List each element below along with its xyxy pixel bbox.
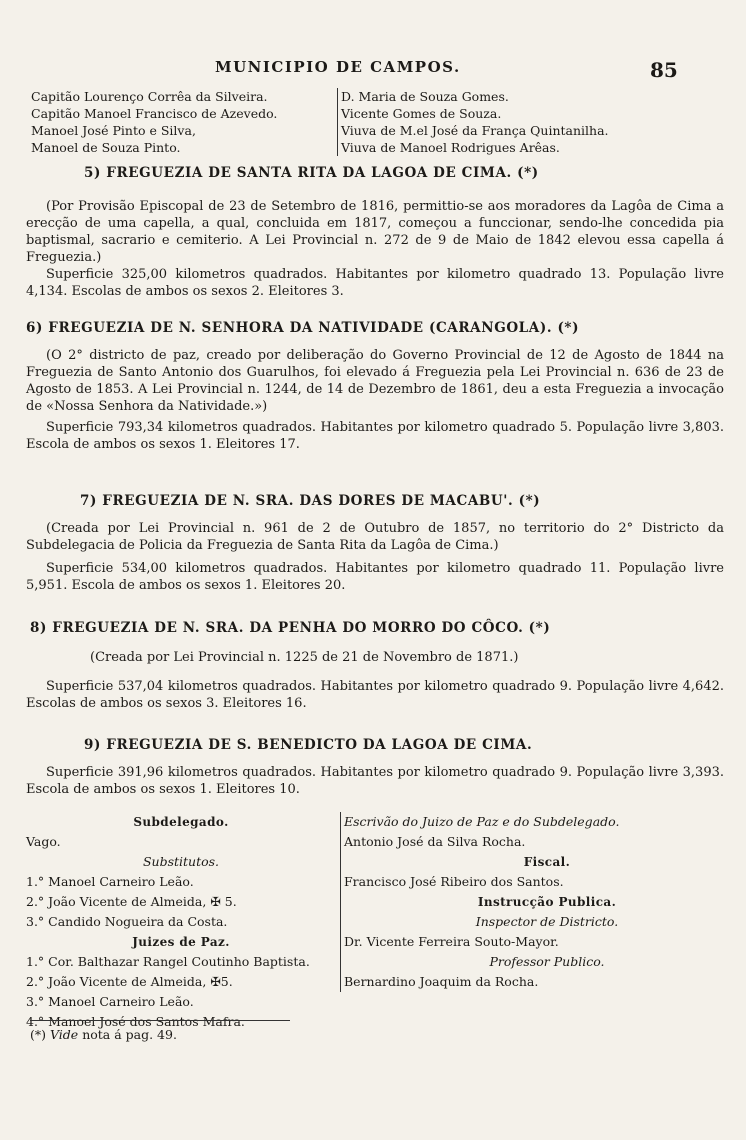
- page-title: MUNICIPIO DE CAMPOS.: [215, 58, 461, 76]
- section-9: [26, 737, 724, 798]
- substituto-item: 2.° João Vicente de Almeida, ✠ 5.: [26, 894, 237, 909]
- substitutos-heading: Substitutos.: [142, 854, 220, 869]
- name-line: Viuva de Manoel Rodrigues Arêas.: [341, 140, 560, 155]
- juiz-item: 4.° Manoel José dos Santos Mafra.: [26, 1014, 245, 1029]
- inspector-name: Dr. Vicente Ferreira Souto-Mayor.: [344, 934, 559, 949]
- substituto-item: 1.° Manoel Carneiro Leão.: [26, 874, 194, 889]
- section-stats: Superficie 537,04 kilometros quadrados. Habitantes por kilometro quadrado 9. População livre 4,642. Escolas de ambos os sexos 3. Eleitores 16.: [26, 679, 724, 711]
- names-right: [337, 88, 609, 156]
- fiscal-name: Francisco José Ribeiro dos Santos.: [344, 874, 564, 889]
- section-heading: 6) FREGUEZIA DE N. SENHORA DA NATIVIDADE (CARANGOLA). (*): [26, 320, 580, 336]
- section-5: [26, 165, 724, 300]
- instrucao-heading: Instrucção Publica.: [477, 895, 617, 909]
- name-line: Vicente Gomes de Souza.: [341, 106, 502, 121]
- subdelegado-heading: Subdelegado.: [133, 815, 229, 829]
- officials: [26, 812, 724, 1029]
- name-line: Capitão Manoel Francisco de Azevedo.: [31, 106, 278, 121]
- page-number: 85: [650, 58, 678, 82]
- juiz-item: 2.° João Vicente de Almeida, ✠5.: [26, 974, 233, 989]
- name-line: Manoel de Souza Pinto.: [31, 140, 181, 155]
- section-stats: Superficie 325,00 kilometros quadrados. Habitantes por kilometro quadrado 13. População livre 4,134. Escolas de ambos os sexos 2. Eleitores 3.: [26, 267, 724, 299]
- section-7: [26, 493, 724, 594]
- subdelegado-vago: Vago.: [26, 834, 61, 849]
- section-stats: Superficie 391,96 kilometros quadrados. Habitantes por kilometro quadrado 9. População livre 3,393. Escola de ambos os sexos 1. Eleitores 10.: [26, 765, 724, 797]
- inspector-heading: Inspector de Districto.: [475, 914, 619, 929]
- section-text: (Por Provisão Episcopal de 23 de Setembro de 1816, permittio-se aos moradores da Lagôa de Cima a erecção de uma capella, a qual, concluida em 1817, começou a funccionar, sendo-lhe concedida pia baptismal, sacrario e cemiterio. A Lei Provincial n. 272 de 9 de Maio de 1842 elevou essa capella á Freguezia.): [26, 199, 724, 265]
- section-text: (Creada por Lei Provincial n. 961 de 2 de Outubro de 1857, no territorio do 2° Districto da Subdelegacia de Policia da Freguezia de Santa Rita da Lagôa de Cima.): [26, 521, 724, 553]
- names-table: [31, 88, 609, 156]
- section-heading: 9) FREGUEZIA DE S. BENEDICTO DA LAGOA DE CIMA.: [84, 737, 533, 753]
- footnote-text: nota á pag. 49.: [82, 1027, 177, 1042]
- section-stats: Superficie 534,00 kilometros quadrados. Habitantes por kilometro quadrado 11. População livre 5,951. Escola de ambos os sexos 1. Eleitores 20.: [26, 561, 724, 593]
- section-text: (Creada por Lei Provincial n. 1225 de 21 de Novembro de 1871.): [90, 650, 519, 665]
- section-heading: 8) FREGUEZIA DE N. SRA. DA PENHA DO MORRO DO CÔCO. (*): [30, 620, 551, 636]
- section-heading: 7) FREGUEZIA DE N. SRA. DAS DORES DE MACABU'. (*): [80, 493, 541, 509]
- substituto-item: 3.° Candido Nogueira da Costa.: [26, 914, 228, 929]
- section-8: [26, 620, 724, 712]
- section-text: (O 2° districto de paz, creado por deliberação do Governo Provincial de 12 de Agosto de 1844 na Freguezia de Santo Antonio dos Guarulhos, foi elevado á Freguezia pela Lei Provincial n. 636 de 23 de Agosto de 1853. A Lei Provincial n. 1244, de 14 de Dezembro de 1861, deu a esta Freguezia a invocação de «Nossa Senhora da Natividade.»): [26, 348, 724, 414]
- professor-heading: Professor Publico.: [489, 954, 605, 969]
- juiz-item: 1.° Cor. Balthazar Rangel Coutinho Baptista.: [26, 954, 310, 969]
- officials-right: [340, 812, 746, 992]
- juiz-item: 3.° Manoel Carneiro Leão.: [26, 994, 194, 1009]
- escrivao-name: Antonio José da Silva Rocha.: [344, 834, 526, 849]
- escrivao-heading: Escrivão do Juizo de Paz e do Subdelegado.: [344, 814, 620, 829]
- name-line: Manoel José Pinto e Silva,: [31, 123, 196, 138]
- footnote-rule: [30, 1020, 290, 1021]
- name-line: Capitão Lourenço Corrêa da Silveira.: [31, 89, 268, 104]
- juizes-heading: Juizes de Paz.: [132, 935, 230, 949]
- section-heading: 5) FREGUEZIA DE SANTA RITA DA LAGOA DE CIMA. (*): [84, 165, 539, 181]
- names-left: [31, 88, 337, 156]
- footnote-mark: (*): [30, 1027, 47, 1042]
- fiscal-heading: Fiscal.: [523, 855, 571, 869]
- section-6: [26, 320, 724, 453]
- footnote: [30, 1020, 370, 1042]
- footnote-vide: Vide: [50, 1027, 79, 1042]
- name-line: Viuva de M.el José da França Quintanilha.: [341, 123, 609, 138]
- professor-name: Bernardino Joaquim da Rocha.: [344, 974, 539, 989]
- name-line: D. Maria de Souza Gomes.: [341, 89, 509, 104]
- section-stats: Superficie 793,34 kilometros quadrados. Habitantes por kilometro quadrado 5. População livre 3,803. Escola de ambos os sexos 1. Eleitores 17.: [26, 420, 724, 452]
- officials-left: [26, 812, 336, 1032]
